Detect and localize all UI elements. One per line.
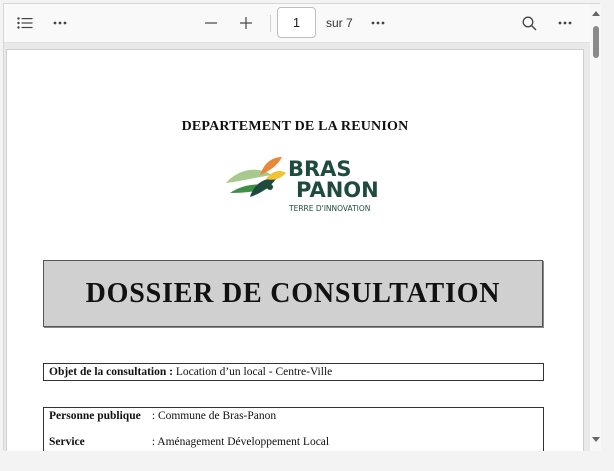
detail-label: Service — [49, 436, 85, 448]
consultation-object-label: Objet de la consultation : — [49, 366, 173, 378]
scroll-up-icon[interactable] — [592, 11, 600, 16]
more-options-icon[interactable] — [48, 11, 72, 35]
document-page — [6, 49, 584, 451]
pdf-toolbar — [4, 4, 601, 43]
zoom-out-icon[interactable] — [199, 11, 223, 35]
consultation-object-box — [43, 363, 544, 381]
detail-label: Personne publique — [49, 410, 141, 422]
contents-list-icon[interactable] — [13, 11, 37, 35]
scrollbar-thumb[interactable] — [593, 26, 599, 58]
page-total-label: sur 7 — [326, 16, 353, 30]
document-viewport[interactable] — [4, 43, 590, 451]
document-title: DOSSIER DE CONSULTATION — [85, 277, 501, 309]
consultation-object-value: Location d’un local - Centre-Ville — [175, 366, 333, 378]
department-heading: DEPARTEMENT DE LA REUNION — [181, 119, 409, 134]
detail-row — [49, 436, 329, 448]
scroll-down-icon[interactable] — [592, 437, 600, 442]
bras-panon-logo — [220, 153, 380, 215]
pdf-viewer — [3, 3, 600, 450]
search-icon[interactable] — [517, 11, 541, 35]
logo-text-bras: BRAS — [288, 157, 352, 181]
authority-details-box — [43, 407, 544, 451]
logo-leaf-icon — [226, 157, 286, 197]
logo-tagline: TERRE D'INNOVATION — [289, 204, 371, 213]
document-title-box — [43, 260, 543, 327]
zoom-in-icon[interactable] — [234, 11, 258, 35]
detail-row — [49, 410, 276, 422]
page-number-input[interactable]: 1 — [277, 7, 316, 38]
more-options-icon[interactable] — [366, 11, 390, 35]
toolbar-divider — [270, 15, 271, 32]
detail-value: : Aménagement Développement Local — [151, 436, 330, 448]
more-options-icon[interactable] — [553, 11, 577, 35]
vertical-scrollbar[interactable] — [590, 4, 601, 451]
detail-value: : Commune de Bras-Panon — [151, 410, 277, 422]
logo-text-panon: PANON — [296, 178, 379, 202]
